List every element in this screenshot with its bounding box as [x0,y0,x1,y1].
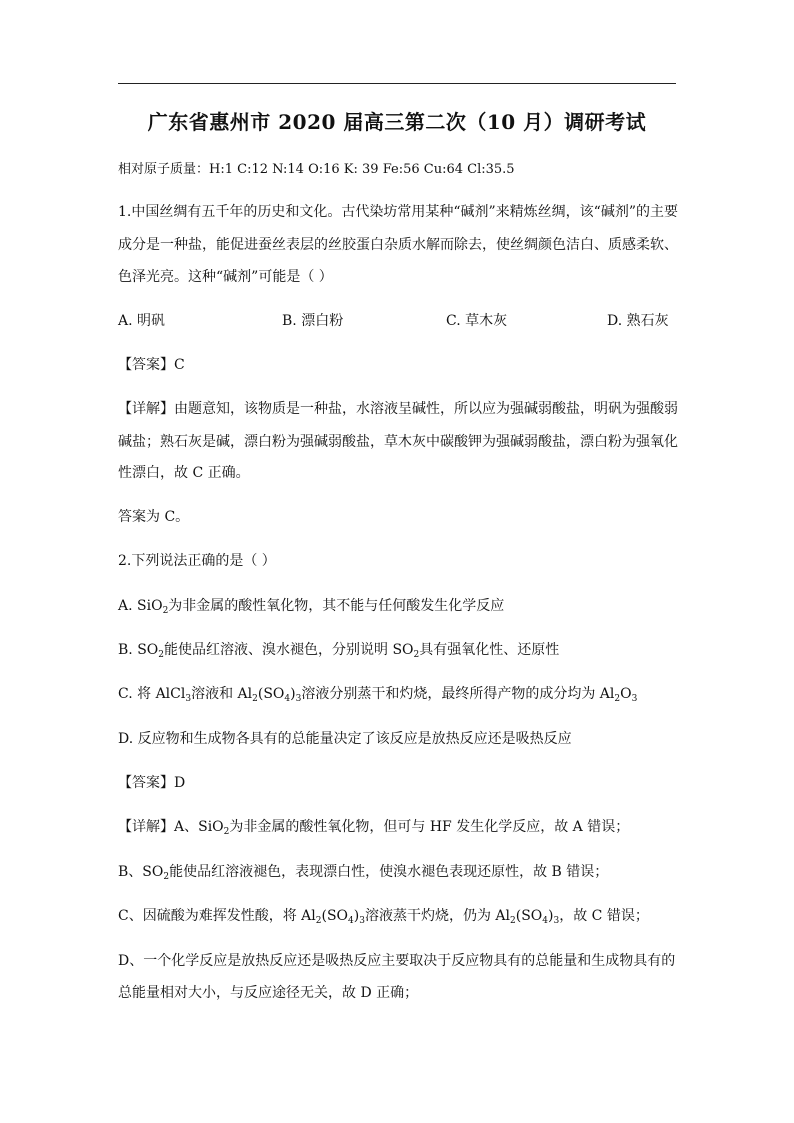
q1-option-d: D. 熟石灰 [607,313,669,329]
q1-answer: 【答案】C [118,357,185,373]
q1-stem-line-2: 成分是一种盐，能促进蚕丝表层的丝胶蛋白杂质水解而除去，使丝绸颜色洁白、质感柔软、 [118,237,678,253]
q1-detail-line-3: 性漂白，故 C 正确。 [118,465,250,481]
page-title: 广东省惠州市 2020 届高三第二次（10 月）调研考试 [147,110,647,134]
q2-detail-c: C、因硫酸为难挥发性酸，将 $Al_2(SO_4)_3$溶液蒸干灼烧，仍为 $Al_2(SO_4)_3$，故 C 错误； [118,908,649,926]
q1-option-c: C. 草木灰 [446,313,508,329]
q2-answer: 【答案】D [118,775,186,791]
header-rule [118,83,676,84]
q2-option-a: A. SiO$_2$为非金属的酸性氧化物，其不能与任何酸发生化学反应 [118,598,505,616]
q1-detail-line-2: 碱盐；熟石灰是碱，漂白粉为强碱弱酸盐，草木灰中碳酸钾为强碱弱酸盐，漂白粉为强氧化 [118,434,678,450]
q1-detail-line-1: 【详解】由题意知，该物质是一种盐，水溶液呈碱性，所以应为强碱弱酸盐，明矾为强酸弱 [118,401,678,417]
q2-detail-d-line-2: 总能量相对大小，与反应途径无关，故 D 正确； [118,985,419,1001]
atomic-mass-line: 相对原子质量：H:1 C:12 N:14 O:16 K: 39 Fe:56 Cu:64 Cl:35.5 [118,162,515,177]
q2-option-c: C. 将 AlCl$_3$溶液和 $Al_2(SO_4)_3$溶液分别蒸干和灼烧，最终所得产物的成分均为 $Al_2O_3$ [118,686,638,704]
q2-detail-a: 【详解】A、SiO$_2$为非金属的酸性氧化物，但可与 HF 发生化学反应，故 A 错误； [118,819,630,837]
q2-option-d: D. 反应物和生成物各具有的总能量决定了该反应是放热反应还是吸热反应 [118,731,572,747]
q2-option-b: B. $SO_2$能使品红溶液、溴水褪色，分别说明 $SO_2$具有强氧化性、还原性 [118,642,560,660]
q2-stem: 2.下列说法正确的是（ ） [118,553,276,569]
q1-stem-line-1: 1.中国丝绸有五千年的历史和文化。古代染坊常用某种“碱剂”来精炼丝绸，该“碱剂”的主要 [118,204,678,220]
q2-detail-b: B、$SO_2$能使品红溶液褪色，表现漂白性，使溴水褪色表现还原性，故 B 错误； [118,864,609,882]
q1-option-a: A. 明矾 [118,313,166,329]
q2-detail-d-line-1: D、一个化学反应是放热反应还是吸热反应主要取决于反应物具有的总能量和生成物具有的 [118,953,676,969]
q1-option-b: B. 漂白粉 [282,313,344,329]
q1-conclusion: 答案为 C。 [118,509,190,525]
q1-stem-line-3: 色泽光亮。这种“碱剂”可能是（ ） [118,269,333,285]
